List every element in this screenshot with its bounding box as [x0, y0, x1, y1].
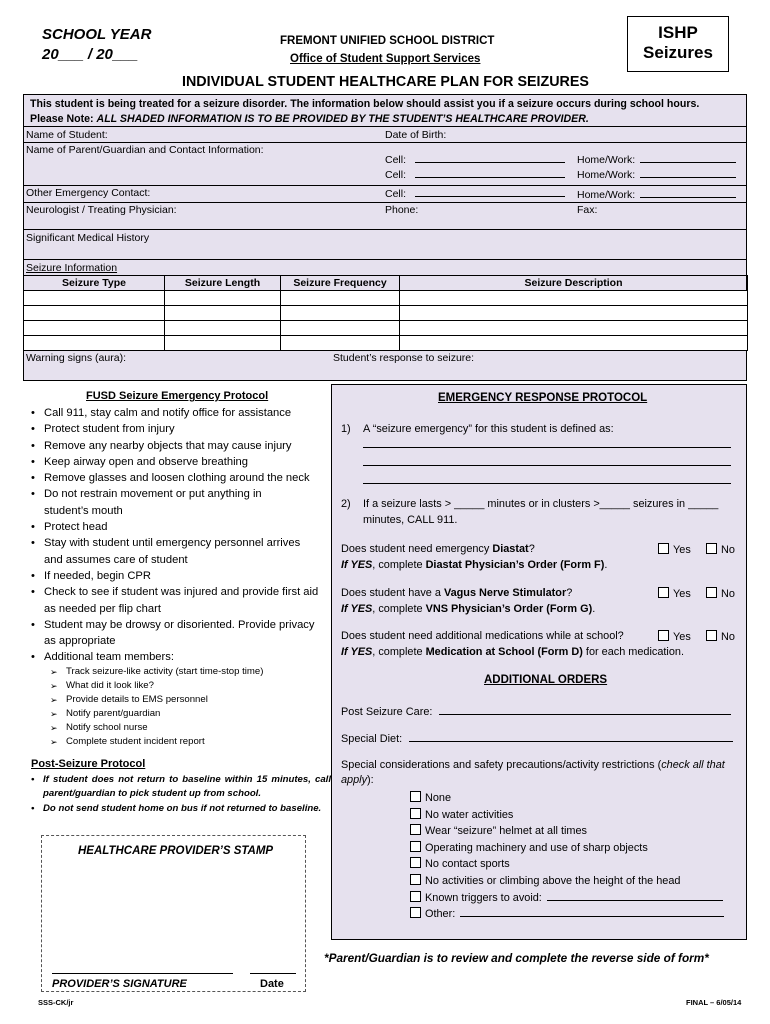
- meds-no-checkbox[interactable]: No: [706, 630, 735, 643]
- col-seizure-type: Seizure Type: [24, 276, 165, 291]
- team-item: ➢ Notify school nurse: [48, 721, 318, 735]
- protocol-item: • Call 911, stay calm and notify office for assistance: [28, 405, 320, 421]
- note-label: Please Note:: [30, 113, 94, 125]
- option-other[interactable]: Other:: [410, 906, 724, 923]
- emergency-box: [331, 384, 747, 940]
- option-none[interactable]: None: [410, 790, 724, 807]
- vns-no-checkbox[interactable]: No: [706, 587, 735, 600]
- seizure-info-label: Seizure Information: [26, 262, 118, 274]
- vns-question: Does student have a Vagus Nerve Stimulator?: [341, 587, 573, 599]
- emergency-title: EMERGENCY RESPONSE PROTOCOL: [438, 392, 648, 404]
- meds-instruction: If YES, complete Medication at School (Form D) for each medication.: [341, 646, 684, 658]
- school-year-value: 20___ / 20___: [42, 46, 138, 63]
- parent-home-2[interactable]: Home/Work:: [577, 168, 736, 181]
- option-no-water[interactable]: No water activities: [410, 807, 724, 824]
- page-title: INDIVIDUAL STUDENT HEALTHCARE PLAN FOR SEIZURES: [182, 74, 589, 90]
- protocol-title: FUSD Seizure Emergency Protocol: [86, 390, 269, 402]
- protocol-list: [28, 405, 320, 666]
- post-seizure-item-1: • If student does not return to baseline within 15 minutes, call parent/guardian to pick student up from school.: [31, 774, 331, 799]
- team-item: ➢ Provide details to EMS personnel: [48, 693, 318, 707]
- col-seizure-description: Seizure Description: [400, 276, 748, 291]
- fax-label: Fax:: [577, 204, 598, 216]
- footer-right: FINAL – 6/05/14: [686, 998, 742, 1007]
- protocol-item: • Protect student from injury: [28, 421, 320, 437]
- meds-question: Does student need additional medications while at school?: [341, 630, 624, 642]
- team-item: ➢ What did it look like?: [48, 679, 318, 693]
- medical-history-label: Significant Medical History: [26, 232, 150, 244]
- protocol-item: • Do not restrain movement or put anything in student’s mouth: [28, 486, 320, 519]
- item1-num: 1): [341, 423, 351, 435]
- table-row[interactable]: [24, 336, 748, 351]
- parent-cell-1[interactable]: Cell:: [385, 153, 565, 166]
- note-text: ALL SHADED INFORMATION IS TO BE PROVIDED BY THE STUDENT’S HEALTHCARE PROVIDER.: [96, 113, 589, 125]
- col-seizure-frequency: Seizure Frequency: [281, 276, 400, 291]
- protocol-item: • Protect head: [28, 519, 320, 535]
- table-row[interactable]: [24, 306, 748, 321]
- team-item: ➢ Complete student incident report: [48, 735, 318, 749]
- intro-line: This student is being treated for a seizure disorder. The information below should assist you if a seizure occurs during school hours.: [30, 98, 700, 110]
- post-seizure-title: Post-Seizure Protocol: [31, 758, 146, 770]
- table-row[interactable]: [24, 321, 748, 336]
- ishp-badge: [627, 16, 729, 72]
- option-machinery[interactable]: Operating machinery and use of sharp objects: [410, 840, 724, 857]
- protocol-item: • Keep airway open and observe breathing: [28, 454, 320, 470]
- protocol-item: • Student may be drowsy or disoriented. Provide privacy as appropriate: [28, 617, 320, 650]
- diastat-instruction: If YES, complete Diastat Physician’s Order (Form F).: [341, 559, 608, 571]
- other-contact-label: Other Emergency Contact:: [26, 187, 151, 199]
- signature-label: PROVIDER’S SIGNATURE: [52, 978, 187, 990]
- school-year-label: SCHOOL YEAR: [42, 26, 152, 43]
- date-label: Date: [260, 978, 284, 990]
- parent-cell-2[interactable]: Cell:: [385, 168, 565, 181]
- post-seizure-item-2: • Do not send student home on bus if not returned to baseline.: [31, 803, 322, 814]
- district-name: FREMONT UNIFIED SCHOOL DISTRICT: [280, 35, 495, 47]
- parent-home-1[interactable]: Home/Work:: [577, 153, 736, 166]
- badge-line2: Seizures: [643, 43, 713, 62]
- post-care-field[interactable]: Post Seizure Care:: [341, 705, 731, 718]
- warning-signs-label: Warning signs (aura):: [26, 352, 126, 364]
- item1-text: A “seizure emergency” for this student is defined as:: [363, 423, 614, 435]
- col-seizure-length: Seizure Length: [165, 276, 281, 291]
- option-no-climbing[interactable]: No activities or climbing above the height of the head: [410, 873, 724, 890]
- item2-text-b: minutes, CALL 911.: [363, 514, 458, 526]
- table-row[interactable]: [24, 291, 748, 306]
- other-contact-cell[interactable]: Cell:: [385, 187, 565, 200]
- team-item: ➢ Track seizure-like activity (start time-stop time): [48, 665, 318, 679]
- diastat-no-checkbox[interactable]: No: [706, 543, 735, 556]
- reverse-note: *Parent/Guardian is to review and complete the reverse side of form*: [324, 951, 709, 965]
- protocol-item: • If needed, begin CPR: [28, 568, 320, 584]
- other-contact-home[interactable]: Home/Work:: [577, 188, 736, 201]
- seizure-table: [23, 275, 748, 351]
- phone-label: Phone:: [385, 204, 419, 216]
- item2-text-a: If a seizure lasts > _____ minutes or in clusters >_____ seizures in _____: [363, 498, 719, 510]
- additional-orders-title: ADDITIONAL ORDERS: [484, 674, 608, 686]
- student-response-label: Student’s response to seizure:: [333, 352, 475, 364]
- badge-line1: ISHP: [658, 23, 698, 42]
- team-sublist: [48, 665, 318, 749]
- special-considerations: Special considerations and safety precautions/activity restrictions (check all that apply):: [341, 759, 725, 786]
- office-name: Office of Student Support Services: [290, 53, 481, 65]
- protocol-item: • Remove any nearby objects that may cause injury: [28, 438, 320, 454]
- option-triggers[interactable]: Known triggers to avoid:: [410, 890, 724, 907]
- protocol-item: • Check to see if student was injured and provide first aid as needed per flip chart: [28, 584, 320, 617]
- diastat-question: Does student need emergency Diastat?: [341, 543, 535, 555]
- student-name-label: Name of Student:: [26, 129, 108, 141]
- option-no-contact[interactable]: No contact sports: [410, 856, 724, 873]
- intro-box: [23, 94, 747, 127]
- parent-label: Name of Parent/Guardian and Contact Information:: [26, 144, 264, 156]
- neurologist-label: Neurologist / Treating Physician:: [26, 204, 177, 216]
- protocol-item: • Additional team members:: [28, 649, 320, 665]
- stamp-box[interactable]: [41, 835, 306, 992]
- student-info-box: [23, 127, 747, 381]
- option-helmet[interactable]: Wear “seizure” helmet at all times: [410, 823, 724, 840]
- vns-instruction: If YES, complete VNS Physician’s Order (Form G).: [341, 603, 596, 615]
- special-diet-field[interactable]: Special Diet:: [341, 732, 733, 745]
- vns-yes-checkbox[interactable]: Yes: [658, 587, 691, 600]
- dob-label: Date of Birth:: [385, 129, 447, 141]
- stamp-title: HEALTHCARE PROVIDER’S STAMP: [78, 845, 274, 857]
- meds-yes-checkbox[interactable]: Yes: [658, 630, 691, 643]
- team-item: ➢ Notify parent/guardian: [48, 707, 318, 721]
- item2-num: 2): [341, 498, 351, 510]
- footer-left: SSS-CK/jr: [38, 998, 74, 1007]
- diastat-yes-checkbox[interactable]: Yes: [658, 543, 691, 556]
- protocol-item: • Remove glasses and loosen clothing around the neck: [28, 470, 320, 486]
- protocol-item: • Stay with student until emergency personnel arrives and assumes care of student: [28, 535, 320, 568]
